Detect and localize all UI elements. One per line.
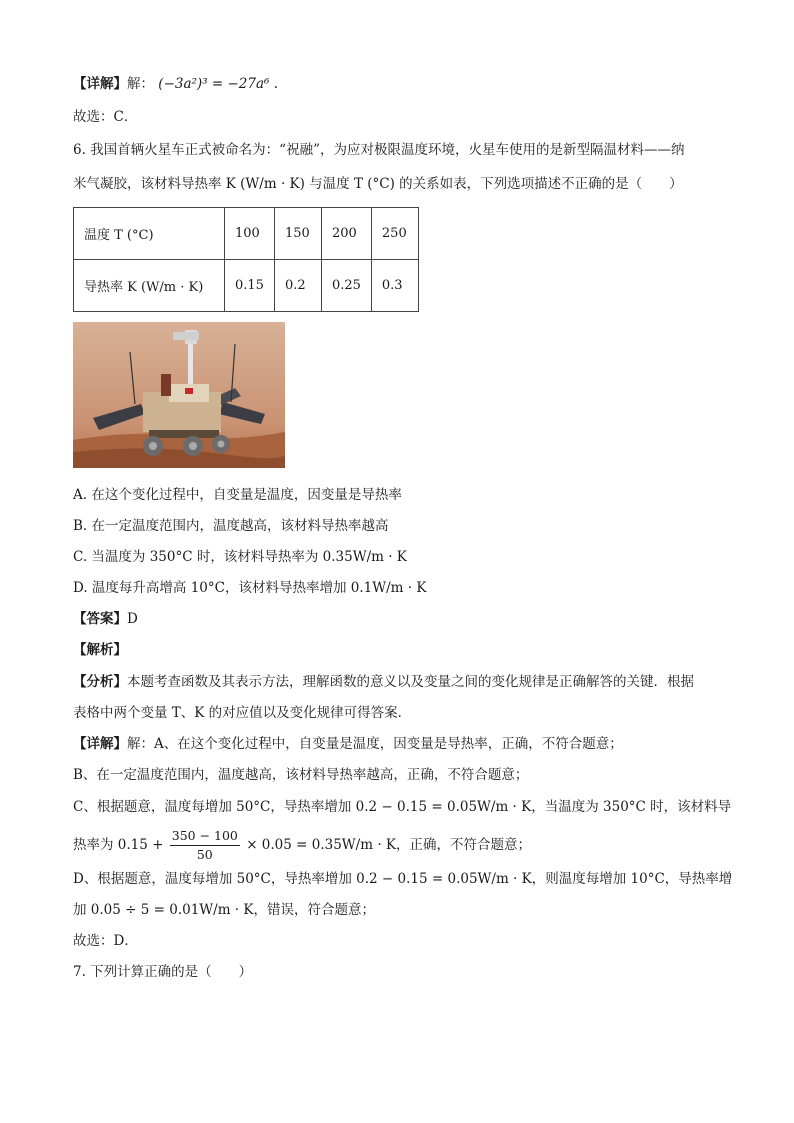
table-cell: 150 — [274, 208, 321, 260]
answer-label: 【答案】 — [73, 611, 127, 627]
q6-stem-line2: 米气凝胶，该材料导热率 K (W/m · K) 与温度 T (°C) 的关系如表，下列选项描述不正确的是（ ） — [73, 176, 683, 192]
detail-text: 解： — [127, 76, 154, 92]
table-cell: 0.3 — [371, 260, 418, 312]
table-header-conductivity: 导热率 K (W/m · K) — [74, 260, 225, 312]
option-b: B. 在一定温度范围内，温度越高，该材料导热率越高 — [73, 518, 389, 534]
conclusion: 故选：D． — [73, 933, 138, 949]
fenxi-line1 — [73, 672, 694, 692]
fenxi-text: 本题考查函数及其表示方法，理解函数的意义以及变量之间的变化规律是正确解答的关键．根据 — [127, 674, 694, 690]
prev-formula: (−3a²)³ = −27a⁶ . — [158, 76, 279, 92]
detail-b: B、在一定温度范围内，温度越高，该材料导热率越高，正确，不符合题意； — [73, 767, 529, 783]
detail-a-line — [73, 734, 623, 754]
fenxi-label: 【分析】 — [73, 674, 127, 690]
table-cell: 0.15 — [225, 260, 275, 312]
prev-answer: 故选：C． — [73, 109, 138, 125]
option-d: D. 温度每升高增高 10°C，该材料导热率增加 0.1W/m · K — [73, 580, 427, 596]
detail-c1: C、根据题意，温度每增加 50°C，导热率增加 0.2 − 0.15 = 0.05W/m · K，当温度为 350°C 时，该材料导 — [73, 799, 732, 815]
option-a: A. 在这个变化过程中，自变量是温度，因变量是导热率 — [73, 487, 402, 503]
table-row — [74, 260, 419, 312]
fenxi-line2: 表格中两个变量 T、K 的对应值以及变化规律可得答案． — [73, 705, 412, 721]
fraction-numerator: 350 − 100 — [170, 827, 240, 846]
prev-detail-line — [73, 74, 278, 94]
table-cell: 0.2 — [274, 260, 321, 312]
detail-label: 【详解】 — [73, 76, 127, 92]
fraction-denominator: 50 — [196, 847, 213, 862]
q7-stem: 7. 下列计算正确的是（ ） — [73, 964, 253, 980]
table-header-temperature: 温度 T (°C) — [74, 208, 225, 260]
detail-label: 【详解】 — [73, 736, 127, 752]
answer-line — [73, 609, 138, 629]
table-cell: 0.25 — [321, 260, 371, 312]
detail-c2-pre: 热率为 0.15 + — [73, 837, 164, 853]
detail-d2: 加 0.05 ÷ 5 = 0.01W/m · K，错误，符合题意； — [73, 902, 375, 918]
answer-value: D — [127, 611, 138, 627]
mars-rover-image — [73, 322, 285, 468]
detail-d1: D、根据题意，温度每增加 50°C，导热率增加 0.2 − 0.15 = 0.05W/m · K，则温度每增加 10°C，导热率增 — [73, 871, 733, 887]
fraction — [170, 827, 240, 864]
table-cell: 200 — [321, 208, 371, 260]
table-row — [74, 208, 419, 260]
analysis-label: 【解析】 — [73, 642, 127, 658]
q6-stem-line1: 6. 我国首辆火星车正式被命名为：“祝融”，为应对极限温度环境，火星车使用的是新型隔温材料——纳 — [73, 142, 685, 158]
q6-data-table — [73, 207, 419, 312]
table-cell: 250 — [371, 208, 418, 260]
detail-c2-line — [73, 826, 531, 864]
detail-c2-post: × 0.05 = 0.35W/m · K，正确，不符合题意； — [246, 837, 531, 853]
detail-a: 解：A、在这个变化过程中，自变量是温度，因变量是导热率，正确，不符合题意； — [127, 736, 623, 752]
table-cell: 100 — [225, 208, 275, 260]
option-c: C. 当温度为 350°C 时，该材料导热率为 0.35W/m · K — [73, 549, 407, 565]
